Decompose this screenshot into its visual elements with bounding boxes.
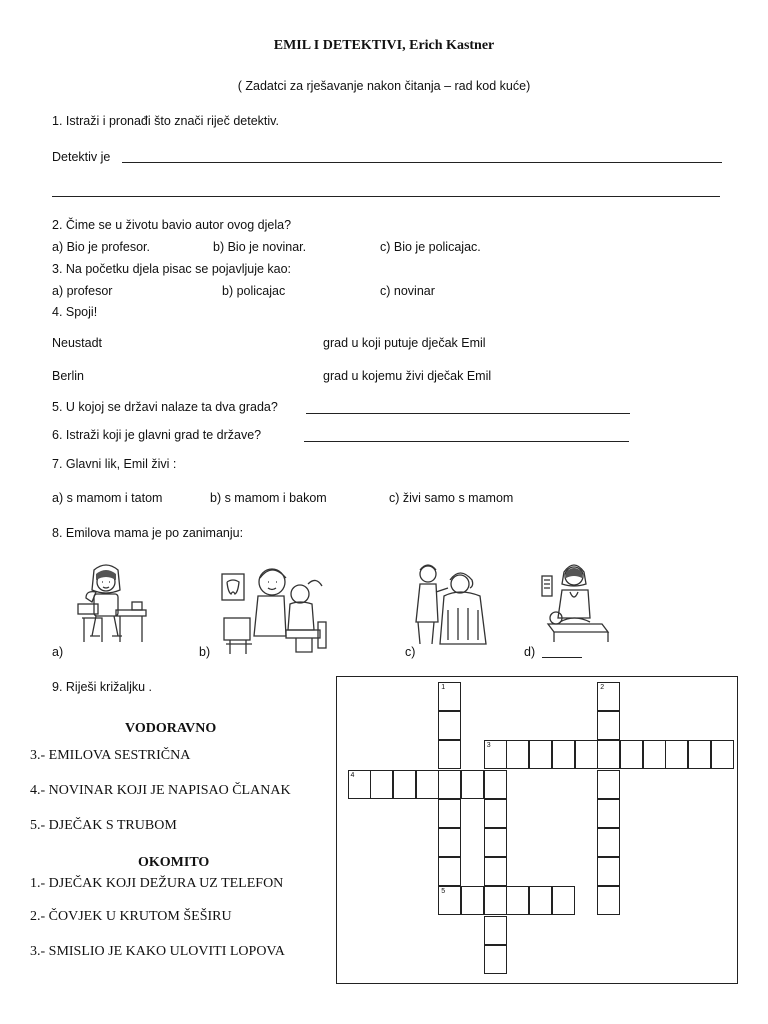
question-4: 4. Spoji! xyxy=(52,305,98,319)
crossword-cell[interactable] xyxy=(438,682,461,711)
crossword-cell[interactable] xyxy=(575,740,598,769)
across-clue-5: 5.- DJEČAK S TRUBOM xyxy=(30,818,177,833)
crossword-cell[interactable] xyxy=(620,740,643,769)
question-3: 3. Na početku djela pisac se pojavljuje kao: xyxy=(52,262,292,276)
crossword-cell[interactable] xyxy=(597,770,620,799)
q8-option-b[interactable]: b) xyxy=(199,645,211,659)
crossword-cell[interactable] xyxy=(438,886,461,915)
crossword-cell[interactable] xyxy=(461,886,484,915)
answer-line-q6[interactable] xyxy=(304,441,629,442)
answer-line-q8d[interactable] xyxy=(542,657,582,658)
crossword-cell[interactable] xyxy=(597,886,620,915)
crossword-cell[interactable] xyxy=(597,828,620,857)
q3-option-c[interactable]: c) novinar xyxy=(380,284,435,298)
crossword-cell[interactable] xyxy=(484,857,507,886)
q8-option-d[interactable]: d) xyxy=(524,645,536,659)
crossword-cell[interactable] xyxy=(438,740,461,769)
q7-option-b[interactable]: b) s mamom i bakom xyxy=(210,491,327,505)
crossword-cell[interactable] xyxy=(688,740,711,769)
page-subtitle: ( Zadatci za rješavanje nakon čitanja – rad kod kuće) xyxy=(237,79,531,93)
crossword-cell[interactable] xyxy=(597,682,620,711)
crossword-cell[interactable] xyxy=(597,740,620,769)
down-clue-1: 1.- DJEČAK KOJI DEŽURA UZ TELEFON xyxy=(30,876,284,891)
crossword-clue-number: 2 xyxy=(600,684,605,691)
crossword-cell[interactable] xyxy=(484,945,507,974)
question-5: 5. U kojoj se državi nalaze ta dva grada? xyxy=(52,400,278,414)
crossword-cell[interactable] xyxy=(506,740,529,769)
q2-option-b[interactable]: b) Bio je novinar. xyxy=(213,240,307,254)
question-8: 8. Emilova mama je po zanimanju: xyxy=(52,526,244,540)
crossword-cell[interactable] xyxy=(597,711,620,740)
crossword-cell[interactable] xyxy=(416,770,439,799)
crossword-cell[interactable] xyxy=(529,740,552,769)
q3-option-b[interactable]: b) policajac xyxy=(222,284,286,298)
question-1: 1. Istraži i pronađi što znači riječ detektiv. xyxy=(52,114,279,128)
answer-line-1[interactable] xyxy=(122,162,722,163)
crossword-cell[interactable] xyxy=(552,740,575,769)
crossword-cell[interactable] xyxy=(348,770,371,799)
crossword-cell[interactable] xyxy=(597,857,620,886)
across-heading: VODORAVNO xyxy=(125,721,217,736)
down-clue-2: 2.- ČOVJEK U KRUTOM ŠEŠIRU xyxy=(30,909,232,924)
crossword-cell[interactable] xyxy=(484,886,507,915)
crossword-clue-number: 4 xyxy=(350,771,355,779)
crossword-cell[interactable] xyxy=(484,799,507,828)
doctor-illustration[interactable] xyxy=(538,562,614,644)
hairdresser-illustration[interactable] xyxy=(408,560,492,652)
q7-option-a[interactable]: a) s mamom i tatom xyxy=(52,491,163,505)
crossword-cell[interactable] xyxy=(370,770,393,799)
crossword-cell[interactable] xyxy=(484,828,507,857)
crossword-clue-number: 5 xyxy=(441,888,446,896)
q2-option-c[interactable]: c) Bio je policajac. xyxy=(380,240,481,254)
question-9: 9. Riješi križaljku . xyxy=(52,680,153,694)
match-left-1[interactable]: Neustadt xyxy=(52,336,103,350)
dentist-illustration[interactable] xyxy=(216,564,332,660)
across-clue-3: 3.- EMILOVA SESTRIČNA xyxy=(30,748,191,763)
q8-option-a[interactable]: a) xyxy=(52,645,64,659)
crossword-cell[interactable] xyxy=(393,770,416,799)
crossword-grid xyxy=(336,676,738,984)
crossword-cell[interactable] xyxy=(506,886,529,915)
q7-option-c[interactable]: c) živi samo s mamom xyxy=(389,491,514,505)
question-6: 6. Istraži koji je glavni grad te države? xyxy=(52,428,262,442)
crossword-cell[interactable] xyxy=(665,740,688,769)
crossword-cell[interactable] xyxy=(484,740,507,769)
crossword-cell[interactable] xyxy=(438,857,461,886)
down-clue-3: 3.- SMISLIO JE KAKO ULOVITI LOPOVA xyxy=(30,944,285,959)
crossword-cell[interactable] xyxy=(438,770,461,799)
crossword-cell[interactable] xyxy=(438,711,461,740)
answer-prefix-detektiv: Detektiv je xyxy=(52,150,111,164)
crossword-cell[interactable] xyxy=(484,770,507,799)
q3-option-a[interactable]: a) profesor xyxy=(52,284,113,298)
crossword-cell[interactable] xyxy=(438,828,461,857)
answer-line-q5[interactable] xyxy=(306,413,630,414)
down-heading: OKOMITO xyxy=(138,855,210,870)
seamstress-illustration[interactable] xyxy=(72,562,154,648)
crossword-clue-number: 3 xyxy=(486,742,491,750)
crossword-cell[interactable] xyxy=(643,740,666,769)
crossword-cell[interactable] xyxy=(597,799,620,828)
crossword-cell[interactable] xyxy=(461,770,484,799)
crossword-clue-number: 1 xyxy=(441,684,446,691)
crossword-cell[interactable] xyxy=(438,799,461,828)
across-clue-4: 4.- NOVINAR KOJI JE NAPISAO ČLANAK xyxy=(30,783,291,798)
crossword-cell[interactable] xyxy=(552,886,575,915)
answer-line-2[interactable] xyxy=(52,196,720,197)
q2-option-a[interactable]: a) Bio je profesor. xyxy=(52,240,150,254)
crossword-cell[interactable] xyxy=(484,916,507,945)
q8-option-c[interactable]: c) xyxy=(405,645,416,659)
page-title: EMIL I DETEKTIVI, Erich Kastner xyxy=(273,38,495,53)
match-right-1[interactable]: grad u koji putuje dječak Emil xyxy=(323,336,486,350)
match-left-2[interactable]: Berlin xyxy=(52,369,84,383)
match-right-2[interactable]: grad u kojemu živi dječak Emil xyxy=(323,369,492,383)
crossword-cell[interactable] xyxy=(529,886,552,915)
crossword-cell[interactable] xyxy=(711,740,734,769)
question-7: 7. Glavni lik, Emil živi : xyxy=(52,457,177,471)
question-2: 2. Čime se u životu bavio autor ovog djela? xyxy=(52,218,292,232)
